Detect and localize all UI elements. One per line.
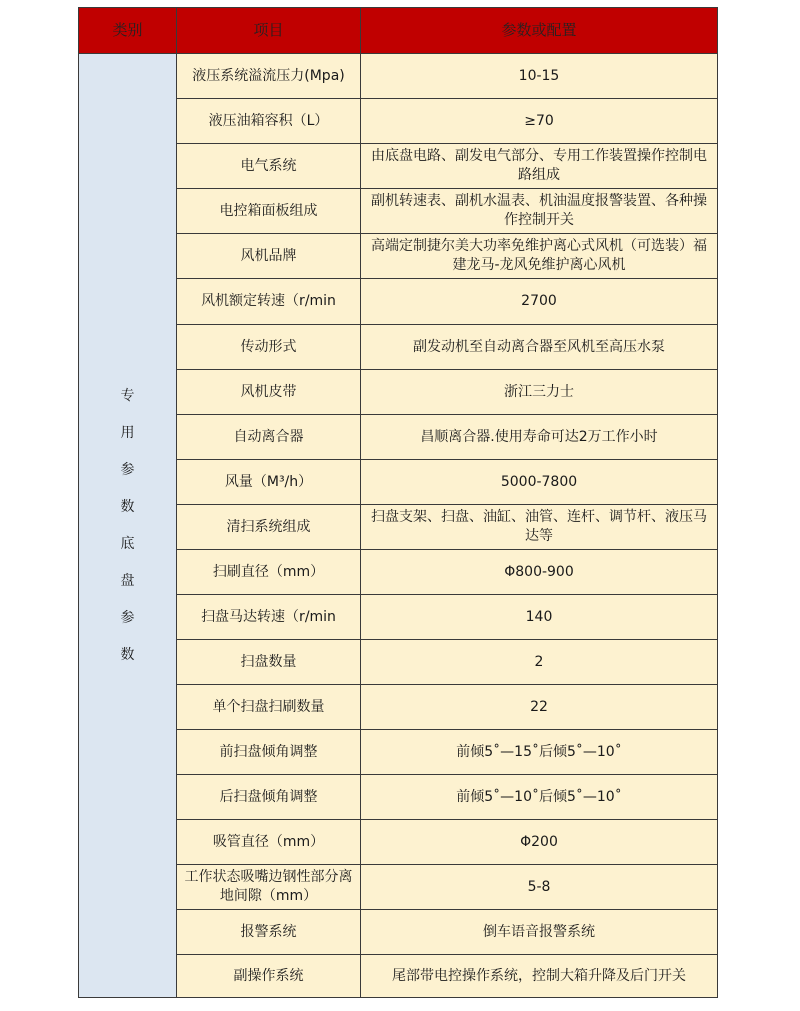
category-char: 数 (120, 498, 135, 515)
value-cell: 副机转速表、副机水温表、机油温度报警装置、各种操作控制开关 (361, 189, 718, 234)
value-cell: 高端定制捷尔美大功率免维护离心式风机（可选装）福建龙马-龙风免维护离心风机 (361, 234, 718, 279)
value-cell: 尾部带电控操作系统，控制大箱升降及后门开关 (361, 955, 718, 998)
value-cell: 前倾5˚—15˚后倾5˚—10˚ (361, 730, 718, 775)
spec-table (78, 7, 718, 998)
item-cell: 电气系统 (177, 144, 361, 189)
item-cell: 清扫系统组成 (177, 505, 361, 550)
header-category: 类别 (79, 8, 177, 54)
item-cell: 风量（M³/h） (177, 460, 361, 505)
item-cell: 前扫盘倾角调整 (177, 730, 361, 775)
item-cell: 单个扫盘扫刷数量 (177, 685, 361, 730)
item-cell: 扫盘马达转速（r/min (177, 595, 361, 640)
category-char: 参 (120, 461, 135, 478)
header-row (79, 8, 718, 54)
item-cell: 吸管直径（mm） (177, 820, 361, 865)
value-cell: 前倾5˚—10˚后倾5˚—10˚ (361, 775, 718, 820)
item-cell: 扫盘数量 (177, 640, 361, 685)
header-value: 参数或配置 (361, 8, 718, 54)
item-cell: 液压油箱容积（L） (177, 99, 361, 144)
category-char: 参 (120, 609, 135, 626)
value-cell: 昌顺离合器.使用寿命可达2万工作小时 (361, 415, 718, 460)
value-cell: 5000-7800 (361, 460, 718, 505)
value-cell: 22 (361, 685, 718, 730)
category-char: 专 (120, 387, 135, 404)
table-row (79, 54, 718, 99)
item-cell: 传动形式 (177, 325, 361, 370)
value-cell: 由底盘电路、副发电气部分、专用工作装置操作控制电路组成 (361, 144, 718, 189)
category-char: 盘 (120, 572, 135, 589)
item-cell: 扫刷直径（mm） (177, 550, 361, 595)
value-cell: 扫盘支架、扫盘、油缸、油管、连杆、调节杆、液压马达等 (361, 505, 718, 550)
category-char: 用 (120, 424, 135, 441)
value-cell: Φ800-900 (361, 550, 718, 595)
value-cell: ≥70 (361, 99, 718, 144)
header-item: 项目 (177, 8, 361, 54)
item-cell: 工作状态吸嘴边钢性部分离地间隙（mm） (177, 865, 361, 910)
category-cell (79, 54, 177, 998)
value-cell: 2700 (361, 279, 718, 325)
value-cell: 副发动机至自动离合器至风机至高压水泵 (361, 325, 718, 370)
value-cell: 2 (361, 640, 718, 685)
item-cell: 电控箱面板组成 (177, 189, 361, 234)
value-cell: 倒车语音报警系统 (361, 910, 718, 955)
item-cell: 自动离合器 (177, 415, 361, 460)
item-cell: 风机额定转速（r/min (177, 279, 361, 325)
value-cell: 浙江三力士 (361, 370, 718, 415)
item-cell: 液压系统溢流压力(Mpa) (177, 54, 361, 99)
value-cell: 10-15 (361, 54, 718, 99)
item-cell: 后扫盘倾角调整 (177, 775, 361, 820)
category-char: 底 (120, 535, 135, 552)
item-cell: 报警系统 (177, 910, 361, 955)
value-cell: 5-8 (361, 865, 718, 910)
value-cell: Φ200 (361, 820, 718, 865)
category-char: 数 (120, 646, 135, 663)
item-cell: 风机皮带 (177, 370, 361, 415)
item-cell: 副操作系统 (177, 955, 361, 998)
value-cell: 140 (361, 595, 718, 640)
item-cell: 风机品牌 (177, 234, 361, 279)
spec-body (79, 54, 718, 998)
